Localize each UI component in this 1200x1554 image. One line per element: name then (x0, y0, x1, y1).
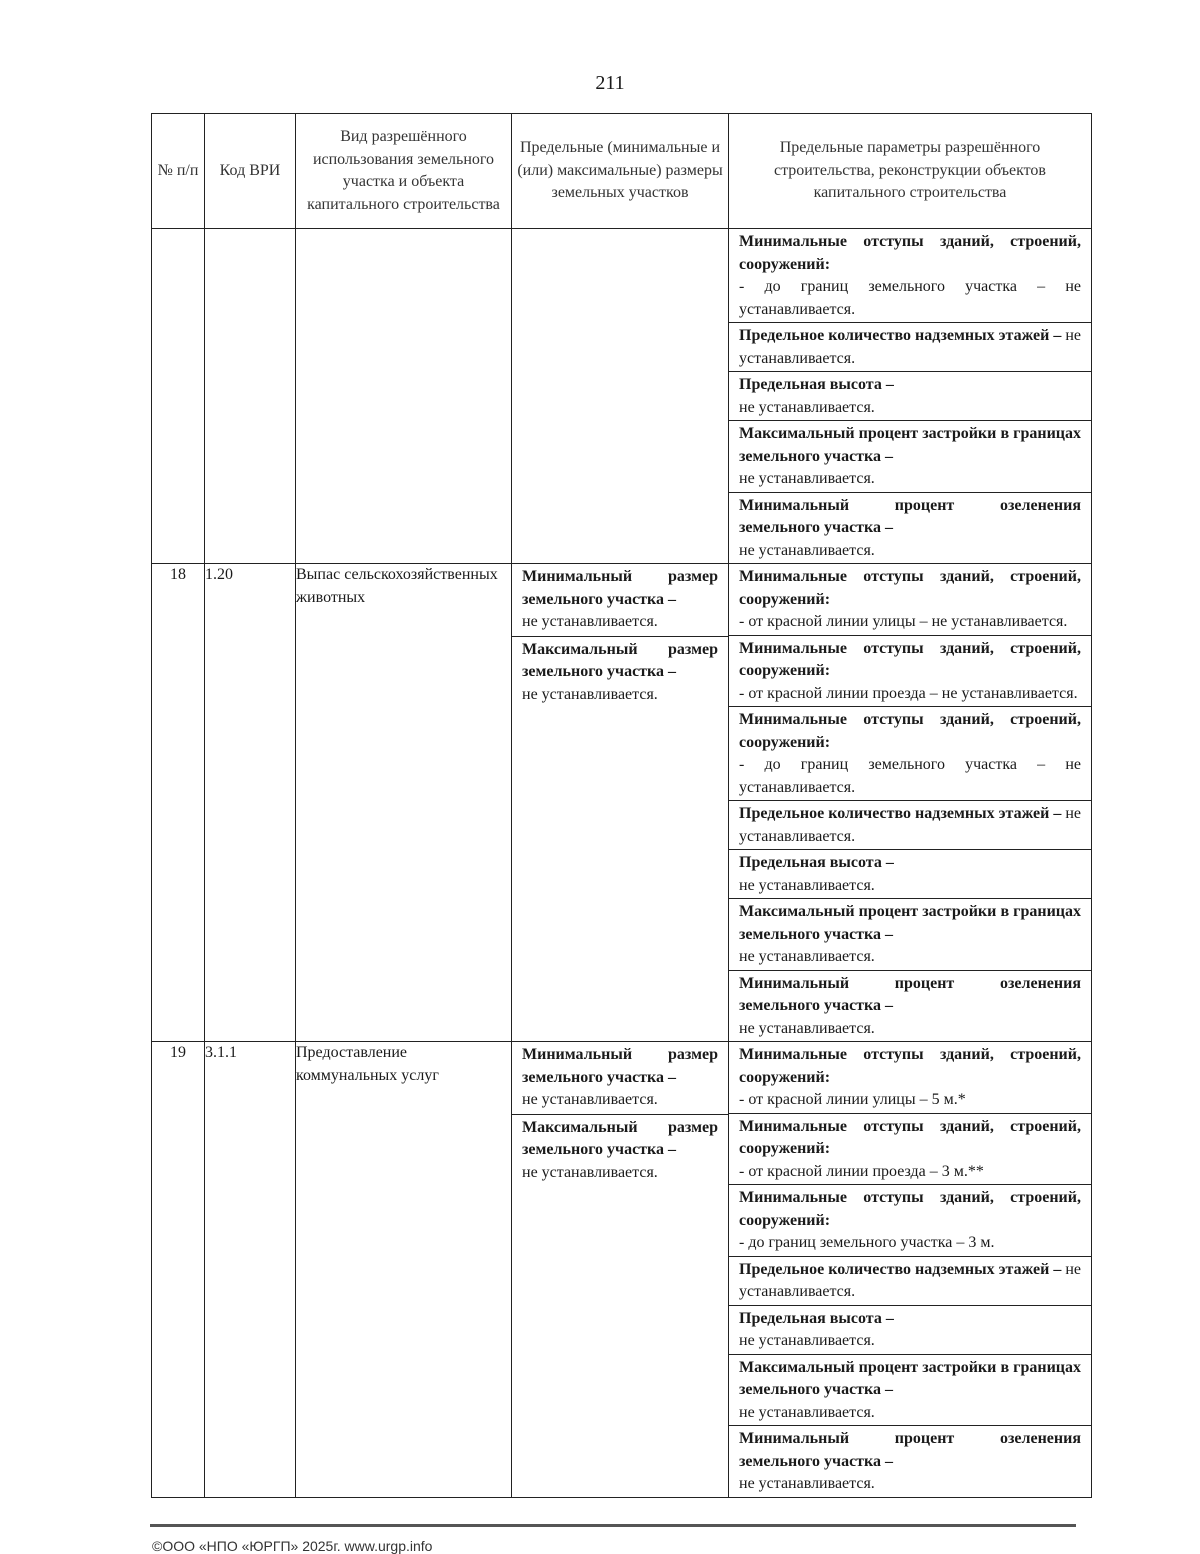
table-row (152, 564, 1092, 1042)
header-kind: Вид разрешённого использования земельного участка и объекта капитального строительства (296, 114, 512, 229)
param-item: Предельное количество надземных этажей – не устанавливается. (729, 801, 1091, 850)
min-size: Минимальный размер земельного участка – не устанавливается. (512, 564, 728, 637)
param-item: Максимальный процент застройки в границах земельного участка – не устанавливается. (729, 421, 1091, 493)
min-size: Минимальный размер земельного участка – не устанавливается. (512, 1042, 728, 1115)
header-num: № п/п (152, 114, 205, 229)
param-item: Минимальный процент озеленения земельного участка – не устанавливается. (739, 496, 1081, 559)
param-item: Минимальный процент озеленения земельного участка – не устанавливается. (739, 974, 1081, 1037)
table-header-row (152, 114, 1092, 229)
param-item: Предельное количество надземных этажей – не устанавливается. (729, 1257, 1091, 1306)
row-number: 19 (152, 1042, 205, 1498)
param-item: Минимальные отступы зданий, строений, сооружений: - от красной линии улицы – 5 м.* (729, 1042, 1091, 1114)
land-use-table (151, 113, 1092, 1498)
params-cell (729, 564, 1092, 1042)
param-item: Предельная высота – не устанавливается. (729, 850, 1091, 899)
param-item: Максимальный процент застройки в границах земельного участка – не устанавливается. (729, 1355, 1091, 1427)
header-sizes: Предельные (минимальные и (или) максимальные) размеры земельных участков (512, 114, 729, 229)
params-cell (729, 229, 1092, 564)
param-item: Минимальные отступы зданий, строений, сооружений: - до границ земельного участка – не устанавливается. (729, 707, 1091, 801)
row-code: 3.1.1 (205, 1042, 296, 1498)
max-size: Максимальный размер земельного участка – не устанавливается. (522, 640, 718, 703)
sizes-cell (512, 564, 729, 1042)
param-item: Предельная высота – не устанавливается. (729, 1306, 1091, 1355)
footer-rule (150, 1524, 1076, 1527)
page-number: 211 (595, 72, 625, 94)
param-item: Предельная высота – не устанавливается. (729, 372, 1091, 421)
param-item: Минимальный процент озеленения земельного участка – не устанавливается. (739, 1430, 1081, 1492)
max-size: Максимальный размер земельного участка – не устанавливается. (522, 1118, 718, 1181)
row-number: 18 (152, 564, 205, 1042)
table-row (152, 1042, 1092, 1498)
sizes-cell (512, 1042, 729, 1498)
param-item: Предельное количество надземных этажей – не устанавливается. (729, 323, 1091, 372)
row-code: 1.20 (205, 564, 296, 1042)
params-cell (729, 1042, 1092, 1498)
param-item: Минимальные отступы зданий, строений, сооружений: - от красной линии улицы – не устанавливается. (729, 564, 1091, 636)
row-kind: Предоставление коммунальных услуг (296, 1042, 512, 1498)
header-code: Код ВРИ (205, 114, 296, 229)
param-item: Минимальные отступы зданий, строений, сооружений: - до границ земельного участка – не устанавливается. (729, 229, 1091, 323)
header-params: Предельные параметры разрешённого строительства, реконструкции объектов капитального строительства (729, 114, 1092, 229)
row-kind: Выпас сельскохозяйственных животных (296, 564, 512, 1042)
param-item: Минимальные отступы зданий, строений, сооружений: - от красной линии проезда – не устанавливается. (729, 636, 1091, 708)
param-item: Максимальный процент застройки в границах земельного участка – не устанавливается. (729, 899, 1091, 971)
param-item: Минимальные отступы зданий, строений, сооружений: - от красной линии проезда – 3 м.** (729, 1114, 1091, 1186)
footer-copyright: ©ООО «НПО «ЮРГП» 2025г. www.urgp.info (152, 1538, 433, 1554)
table-row-continuation (152, 229, 1092, 564)
param-item: Минимальные отступы зданий, строений, сооружений: - до границ земельного участка – 3 м. (729, 1185, 1091, 1257)
